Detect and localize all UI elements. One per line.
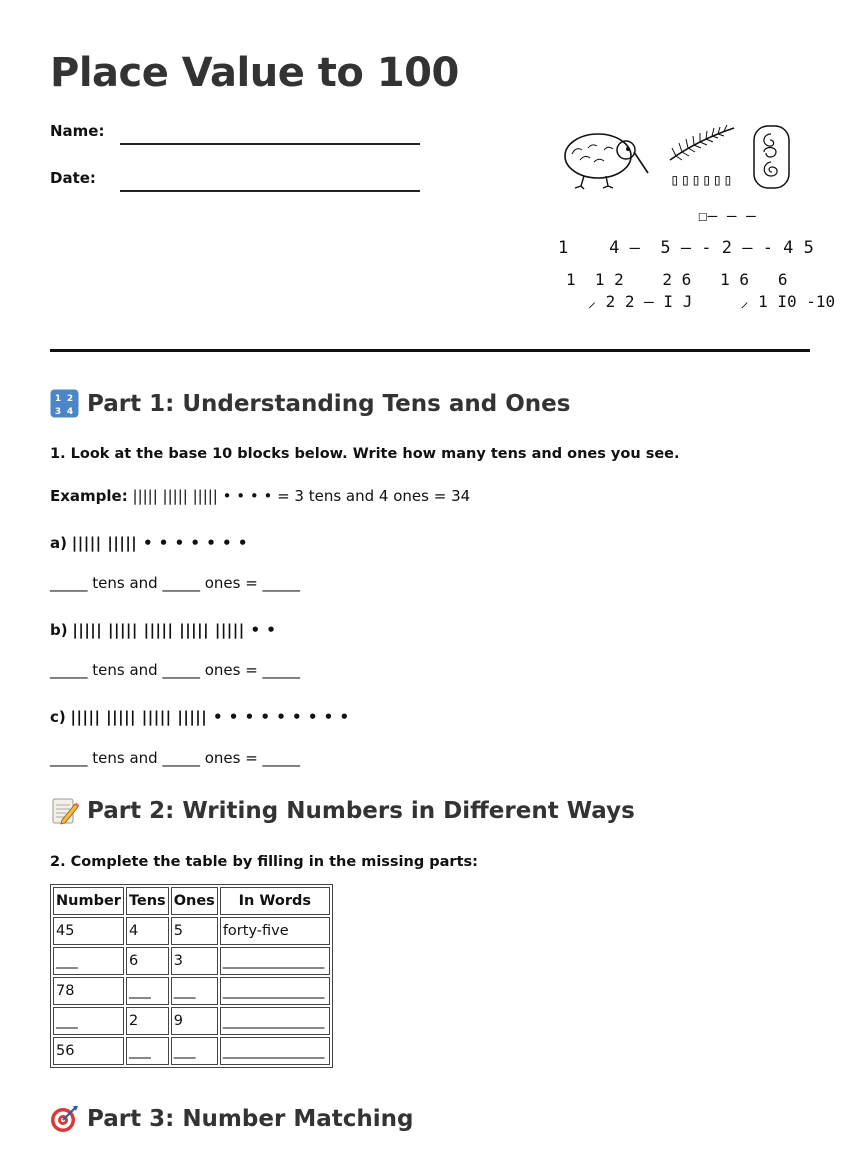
part1-heading: [50, 389, 570, 418]
name-label: Name:: [50, 122, 105, 140]
example-text: ||||| ||||| ||||| • • • • = 3 tens and 4 ones = 34: [132, 487, 471, 505]
item-b-answer[interactable]: _____ tens and _____ ones = _____: [50, 661, 301, 679]
cell-number: 56: [53, 1037, 124, 1065]
number-row-3: ⸝ 2 2 – I J ⸝ 1 I0 -10: [588, 292, 836, 311]
cell-tens: 4: [126, 917, 169, 945]
item-a-label: a): [50, 534, 67, 552]
svg-text:2: 2: [66, 394, 74, 404]
item-a-blocks: ||||| ||||| • • • • • • •: [71, 534, 248, 552]
cell-words: forty-five: [220, 917, 330, 945]
part3-heading: [50, 1104, 413, 1133]
svg-text:1: 1: [54, 394, 62, 404]
memo-pencil-icon: [50, 796, 79, 825]
cell-ones[interactable]: ___: [171, 1037, 218, 1065]
numbers-1234-icon: [50, 389, 79, 418]
table-row: [53, 917, 330, 945]
cell-words[interactable]: ______________: [220, 1007, 330, 1035]
item-a-answer[interactable]: _____ tens and _____ ones = _____: [50, 574, 301, 592]
cell-ones: 3: [171, 947, 218, 975]
svg-text:4: 4: [66, 407, 74, 417]
cell-words[interactable]: ______________: [220, 977, 330, 1005]
number-row-1: 1 4 – 5 – - 2 – - 4 5: [558, 238, 814, 258]
cell-tens: 6: [126, 947, 169, 975]
cell-ones[interactable]: ___: [171, 977, 218, 1005]
part2-heading: [50, 796, 635, 825]
example-label: Example:: [50, 487, 128, 505]
item-b-label: b): [50, 621, 68, 639]
name-field[interactable]: [120, 143, 420, 145]
item-b-blocks-line: [50, 621, 276, 639]
target-dart-icon: [50, 1104, 79, 1133]
header-divider: [50, 349, 810, 352]
table-row: [53, 947, 330, 975]
box-row: ▯▯▯▯▯▯: [670, 170, 734, 189]
item-c-blocks-line: [50, 708, 350, 726]
date-field[interactable]: [120, 190, 420, 192]
date-label: Date:: [50, 169, 96, 187]
page-title: Place Value to 100: [50, 50, 459, 96]
item-c-blocks: ||||| ||||| ||||| ||||| • • • • • • • • •: [70, 708, 350, 726]
question-2: 2. Complete the table by filling in the missing parts:: [50, 854, 478, 870]
cell-number: 45: [53, 917, 124, 945]
table-row: [53, 977, 330, 1005]
question-1: 1. Look at the base 10 blocks below. Write how many tens and ones you see.: [50, 446, 680, 462]
number-row-2: 1 1 2 2 6 1 6 6: [566, 270, 788, 289]
cell-tens: 2: [126, 1007, 169, 1035]
table-row: [53, 1007, 330, 1035]
place-value-table: [50, 884, 333, 1068]
square-row: ☐– – –: [698, 206, 756, 225]
cell-words[interactable]: ______________: [220, 947, 330, 975]
cell-tens[interactable]: ___: [126, 1037, 169, 1065]
header-ones: Ones: [171, 887, 218, 915]
svg-text:3: 3: [54, 407, 62, 417]
cell-number[interactable]: ___: [53, 947, 124, 975]
item-c-answer[interactable]: _____ tens and _____ ones = _____: [50, 749, 301, 767]
part3-heading-text: Part 3: Number Matching: [87, 1105, 414, 1132]
cell-words[interactable]: ______________: [220, 1037, 330, 1065]
cell-number: 78: [53, 977, 124, 1005]
item-a-blocks-line: [50, 534, 248, 552]
header-illustration: [558, 118, 836, 318]
example-line: [50, 487, 470, 505]
header-number: Number: [53, 887, 124, 915]
cell-tens[interactable]: ___: [126, 977, 169, 1005]
cell-number[interactable]: ___: [53, 1007, 124, 1035]
header-tens: Tens: [126, 887, 169, 915]
part1-heading-text: Part 1: Understanding Tens and Ones: [87, 390, 571, 417]
part2-heading-text: Part 2: Writing Numbers in Different Ways: [87, 797, 635, 824]
item-c-label: c): [50, 708, 66, 726]
cell-ones: 5: [171, 917, 218, 945]
table-row: [53, 1037, 330, 1065]
item-b-blocks: ||||| ||||| ||||| ||||| ||||| • •: [72, 621, 277, 639]
header-in-words: In Words: [220, 887, 330, 915]
table-header-row: [53, 887, 330, 915]
cell-ones: 9: [171, 1007, 218, 1035]
